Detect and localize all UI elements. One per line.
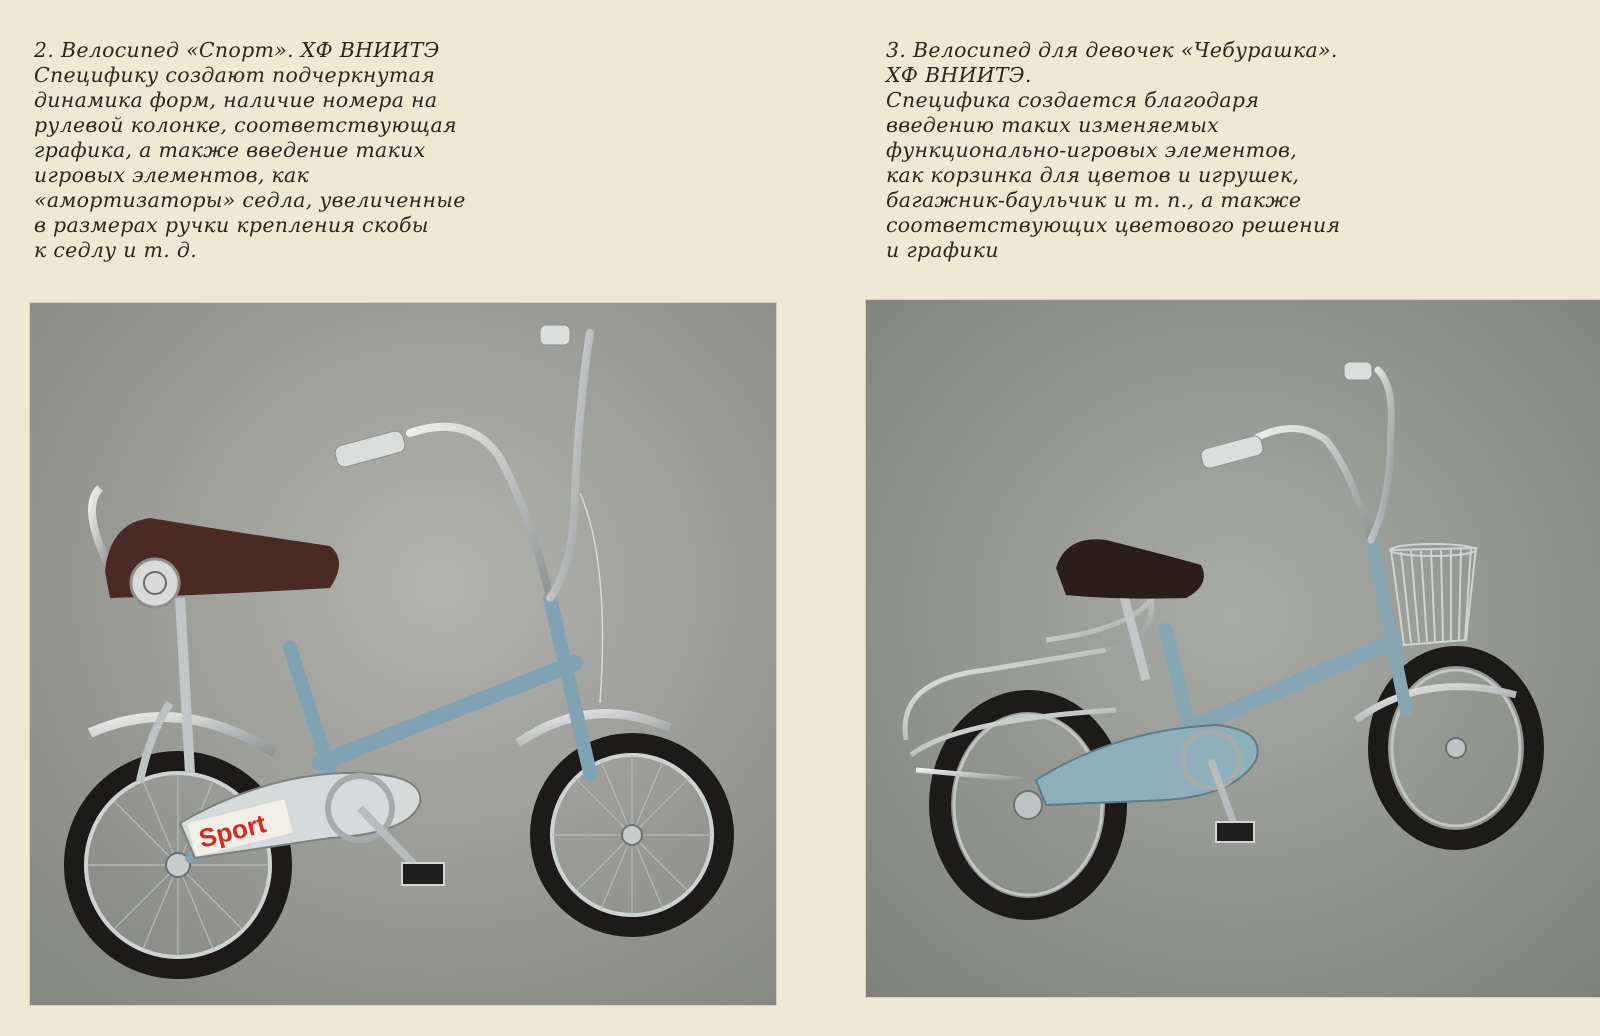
caption-line: к седлу и т. д.: [34, 238, 198, 262]
caption-line: Специфика создается благодаря: [886, 88, 1260, 112]
saddle-reflector: [131, 559, 179, 607]
caption-line: функционально-игровых элементов,: [886, 138, 1298, 162]
caption-line: 2. Велосипед «Спорт». ХФ ВНИИТЭ: [34, 38, 440, 62]
photo-cheburashka-bicycle: [866, 300, 1600, 997]
caption-line: багажник-баульчик и т. п., а также: [886, 188, 1302, 212]
caption-line: Специфику создают подчеркнутая: [34, 63, 436, 87]
caption-cheburashka-bicycle: [886, 38, 1340, 263]
caption-line: динамика форм, наличие номера на: [34, 88, 438, 112]
caption-line: 3. Велосипед для девочек «Чебурашка».: [886, 38, 1338, 62]
handlebar-grip: [1344, 362, 1372, 380]
caption-line: ХФ ВНИИТЭ.: [886, 63, 1032, 87]
pedal: [402, 863, 444, 885]
pedal: [1216, 822, 1254, 842]
caption-line: соответствующих цветового решения: [886, 213, 1341, 237]
caption-line: и графики: [886, 238, 999, 262]
caption-line: введению таких изменяемых: [886, 113, 1220, 137]
chainguard-label: Sport: [195, 808, 269, 854]
caption-line: графика, а также введение таких: [34, 138, 426, 162]
caption-line: «амортизаторы» седла, увеличенные: [34, 188, 466, 212]
front-wheel: [540, 743, 724, 927]
caption-line: рулевой колонке, соответствующая: [34, 113, 457, 137]
photo-sport-bicycle: [30, 303, 776, 1005]
caption-line: игровых элементов, как: [34, 163, 310, 187]
handlebar-grip: [540, 325, 570, 345]
caption-line: как корзинка для цветов и игрушек,: [886, 163, 1300, 187]
caption-line: в размерах ручки крепления скобы: [34, 213, 429, 237]
caption-sport-bicycle: [34, 38, 466, 263]
